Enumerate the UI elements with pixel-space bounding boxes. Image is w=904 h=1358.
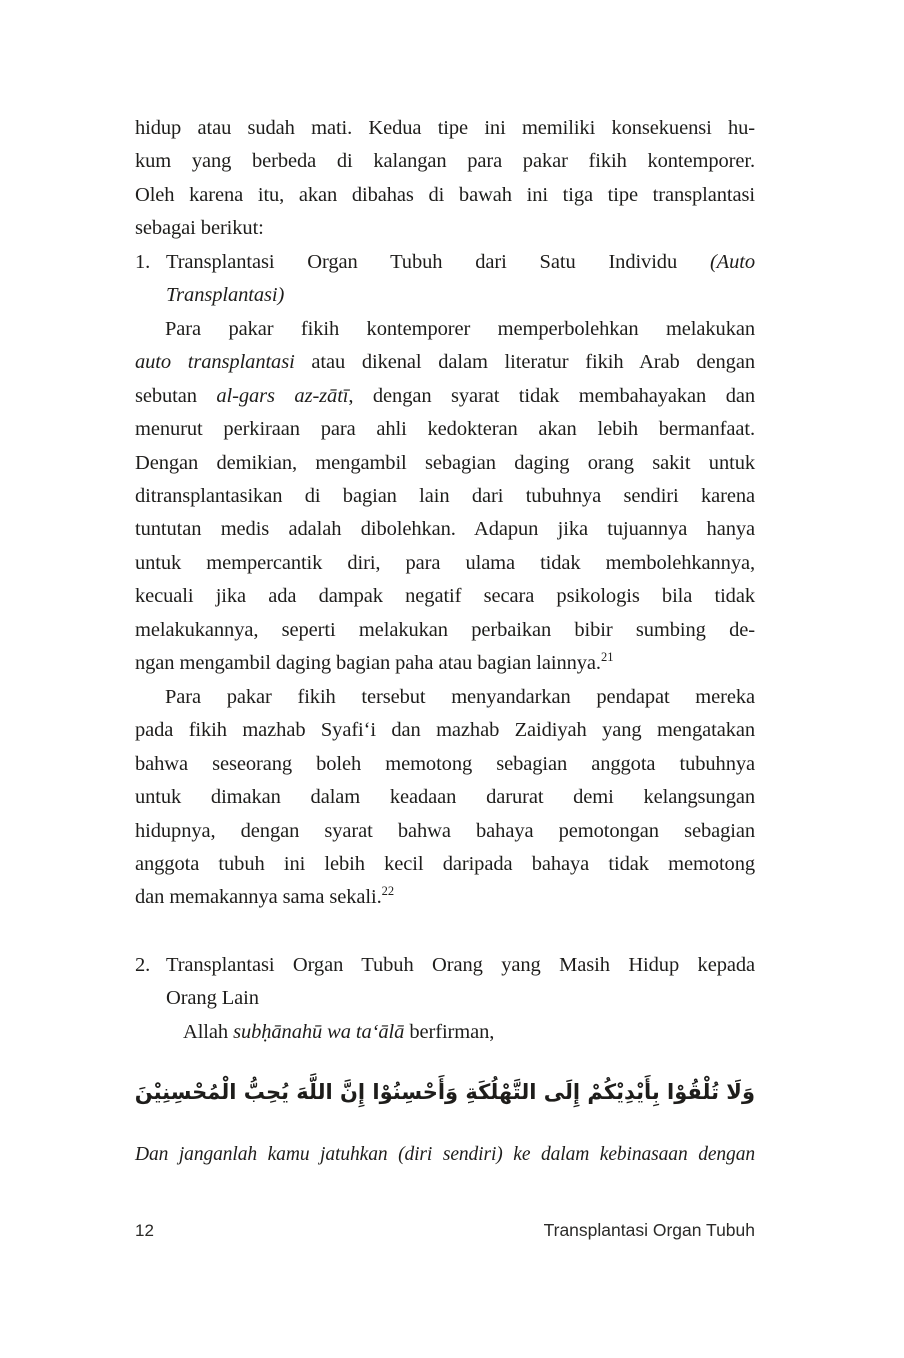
quran-verse-arabic: وَلَا تُلْقُوْا بِأَيْدِيْكُمْ إِلَى التَّهْلُكَةِ وَأَحْسِنُوْا إِنَّ اللَّهَ يُحِبُّ الْمُحْسِنِيْنَ — [134, 1080, 755, 1105]
text-line: hidupnya, dengan syarat bahwa bahaya pemotongan sebagian — [135, 819, 755, 842]
italic-text: auto transplantasi — [135, 351, 295, 374]
text-line: dan memakannya sama sekali.$^{22}$ — [135, 884, 395, 909]
page-number: 12 — [135, 1221, 154, 1240]
text-line: pada fikih mazhab Syafi‘i dan mazhab Zaidiyah yang mengatakan — [135, 719, 755, 742]
italic-text: subḥānahū wa ta‘ālā — [233, 1020, 405, 1043]
italic-text: (Auto — [709, 250, 755, 273]
footnote-ref: 22 — [381, 884, 395, 899]
text-line — [135, 1138, 755, 1171]
italic-text: Transplantasi) — [166, 284, 285, 307]
text-line: Orang Lain — [166, 987, 259, 1010]
footnote-ref: 21 — [600, 650, 614, 665]
text-block — [135, 112, 755, 1172]
text-line: Dengan demikian, mengambil sebagian daging orang sakit untuk — [135, 451, 755, 474]
item-1-paragraph-2 — [135, 681, 755, 915]
text-line: hidup atau sudah mati. Kedua tipe ini memiliki konsekuensi hu- — [135, 117, 755, 139]
item-1-paragraph-1 — [135, 313, 755, 681]
italic-text: al-gars az-zātī — [216, 384, 349, 407]
text-line: anggota tubuh ini lebih kecil daripada bahaya tidak memotong — [135, 852, 755, 875]
text-line: untuk dimakan dalam keadaan darurat demi kelangsungan — [135, 786, 755, 809]
text-line: melakukannya, seperti melakukan perbaikan bibir sumbing de- — [135, 618, 755, 641]
text-line: Transplantasi Organ Tubuh Orang yang Masih Hidup kepada — [166, 953, 755, 976]
text-line: kecuali jika ada dampak negatif secara psikologis bila tidak — [135, 585, 755, 608]
list-marker: 1. — [135, 250, 151, 273]
text-line: auto transplantasi atau dikenal dalam literatur fikih Arab dengan — [135, 351, 755, 374]
text-line: kum yang berbeda di kalangan para pakar fikih kontemporer. — [135, 150, 755, 173]
page-footer — [135, 1220, 755, 1241]
text-line: ngan mengambil daging bagian paha atau bagian lainnya.$^{21}$ — [135, 650, 614, 675]
text-line: Oleh karena itu, akan dibahas di bawah ini tiga tipe transplantasi — [135, 183, 755, 206]
italic-text: Dan janganlah kamu jatuhkan (diri sendiri) ke dalam kebinasaan dengan — [135, 1144, 755, 1166]
text-line: bahwa seseorang boleh memotong sebagian anggota tubuhnya — [135, 752, 755, 775]
text-line: Transplantasi Organ Tubuh dari Satu Individu (Auto — [166, 250, 755, 273]
text-line: untuk mempercantik diri, para ulama tidak membolehkannya, — [135, 551, 755, 574]
text-line: ditransplantasikan di bagian lain dari tubuhnya sendiri karena — [135, 484, 755, 507]
text-line: menurut perkiraan para ahli kedokteran akan lebih bermanfaat. — [135, 418, 755, 441]
verse-translation — [135, 1138, 755, 1171]
text-line: sebutan al-gars az-zātī, dengan syarat tidak membahayakan dan — [135, 384, 755, 407]
paragraph-continuation — [135, 112, 755, 246]
running-footer-title: Transplantasi Organ Tubuh — [543, 1220, 755, 1240]
list-item-2-heading — [135, 949, 755, 1016]
text-line — [166, 279, 755, 312]
list-marker: 2. — [135, 953, 151, 976]
allah-berfirman-line — [135, 1016, 755, 1049]
text-line: Para pakar fikih tersebut menyandarkan pendapat mereka — [165, 685, 755, 708]
text-line: Para pakar fikih kontemporer memperbolehkan melakukan — [165, 317, 755, 340]
list-item-1-heading — [135, 246, 755, 313]
text-line: Allah subḥānahū wa ta‘ālā berfirman, — [183, 1020, 495, 1043]
text-line: sebagai berikut: — [135, 217, 264, 240]
text-line: tuntutan medis adalah dibolehkan. Adapun jika tujuannya hanya — [135, 518, 755, 541]
